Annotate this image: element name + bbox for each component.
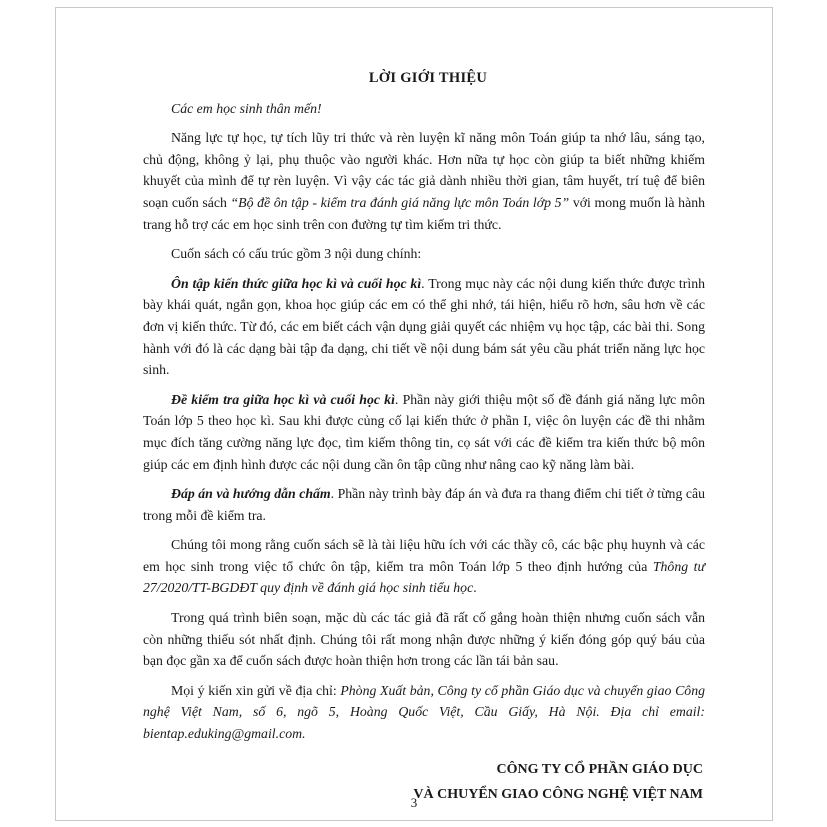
contact-text-b: . xyxy=(302,726,306,742)
company-line-2: VÀ CHUYỂN GIAO CÔNG NGHỆ VIỆT NAM xyxy=(413,786,703,802)
paragraph-hope xyxy=(143,534,705,599)
page-number: 3 xyxy=(410,795,418,810)
contact-text-a: Mọi ý kiến xin gửi về địa chỉ: xyxy=(171,682,341,698)
section-2-body: . Phần này giới thiệu một số đề đánh giá năng lực môn Toán lớp 5 theo học kì. Sau khi được củng cố lại kiến thức ở phần I, việc ôn luyện các đề thi nhằm mục đích tăng cường năng lực đọc, tìm kiếm thông tin, cọ sát với các đề kiểm tra kiến thức bộ môn giúp các em định hình được các nội dung cần ôn tập cũng như nâng cao kỹ năng làm bài. xyxy=(143,391,705,472)
greeting: Các em học sinh thân mến! xyxy=(171,100,322,116)
contact-address: Phòng Xuất bản, Công ty cổ phần Giáo dục và chuyển giao Công nghệ Việt Nam, số 6, ngõ 5, Hoàng Quốc Việt, Cầu Giấy, Hà Nội. Địa chỉ email: xyxy=(143,682,705,720)
page-title: LỜI GIỚI THIỆU xyxy=(368,70,488,86)
page-content xyxy=(143,58,705,807)
company-line-1: CÔNG TY CỔ PHẦN GIÁO DỤC xyxy=(496,761,703,777)
book-title: “Bộ đề ôn tập - kiểm tra đánh giá năng lực môn Toán lớp 5” xyxy=(230,194,570,210)
paragraph-contact xyxy=(143,680,705,745)
paragraph-section-1 xyxy=(143,273,705,381)
hope-text-b: . xyxy=(473,580,477,596)
paragraph-structure: Cuốn sách có cấu trúc gồm 3 nội dung chính: xyxy=(171,246,422,262)
intro-text-a: Năng lực tự học, tự tích lũy tri thức và rèn luyện kĩ năng môn Toán giúp ta nhớ lâu, sáng tạo, chủ động, không ỷ lại, phụ thuộc vào người khác. Hơn nữa tự học còn giúp ta biết những khiếm khuyết của mình để tự rèn luyện. Vì vậy các tác giả dành nhiều thời gian, tâm huyết, trí tuệ để biên soạn cuốn sách xyxy=(143,130,705,210)
circular-reference: Thông tư 27/2020/TT-BGDĐT quy định về đánh giá học sinh tiểu học xyxy=(143,558,706,596)
section-3-body: . Phần này trình bày đáp án và đưa ra thang điểm chi tiết ở từng câu trong mỗi đề kiểm tra. xyxy=(143,486,705,523)
paragraph-section-2 xyxy=(143,389,705,475)
contact-email: bientap.eduking@gmail.com xyxy=(143,726,303,742)
paragraph-intro xyxy=(143,127,705,235)
section-3-heading: Đáp án và hướng dẫn chấm xyxy=(171,486,331,502)
section-1-heading: Ôn tập kiến thức giữa học kì và cuối học kì xyxy=(171,275,422,291)
paragraph-section-3 xyxy=(143,483,705,526)
paragraph-feedback: Trong quá trình biên soạn, mặc dù các tác giả đã rất cố gắng hoàn thiện nhưng cuốn sách vẫn còn những thiếu sót nhất định. Chúng tôi rất mong nhận được những ý kiến đóng góp quý báu của bạn đọc gần xa để cuốn sách được hoàn thiện hơn trong các lần tái bản sau. xyxy=(143,610,705,669)
section-1-body: . Trong mục này các nội dung kiến thức được trình bày khái quát, ngắn gọn, khoa học giúp các em có thể ghi nhớ, tái hiện, hiểu rõ hơn, sâu hơn về các đơn vị kiến thức. Từ đó, các em biết cách vận dụng giải quyết các nhiệm vụ học tập, các bài thi. Song hành với đó là các dạng bài tập đa dạng, chi tiết về nội dung bám sát yêu cầu phát triển năng lực học sinh. xyxy=(143,275,705,378)
hope-text-a: Chúng tôi mong rằng cuốn sách sẽ là tài liệu hữu ích với các thầy cô, các bậc phụ huynh và các em học sinh trong việc tổ chức ôn tập, kiểm tra môn Toán lớp 5 theo định hướng của xyxy=(143,537,705,574)
section-2-heading: Đề kiểm tra giữa học kì và cuối học kì xyxy=(171,391,395,407)
intro-text-b: với mong muốn là hành trang hỗ trợ các em học sinh trên con đường tự tìm kiếm tri thức. xyxy=(143,194,706,232)
book-page xyxy=(55,7,773,821)
